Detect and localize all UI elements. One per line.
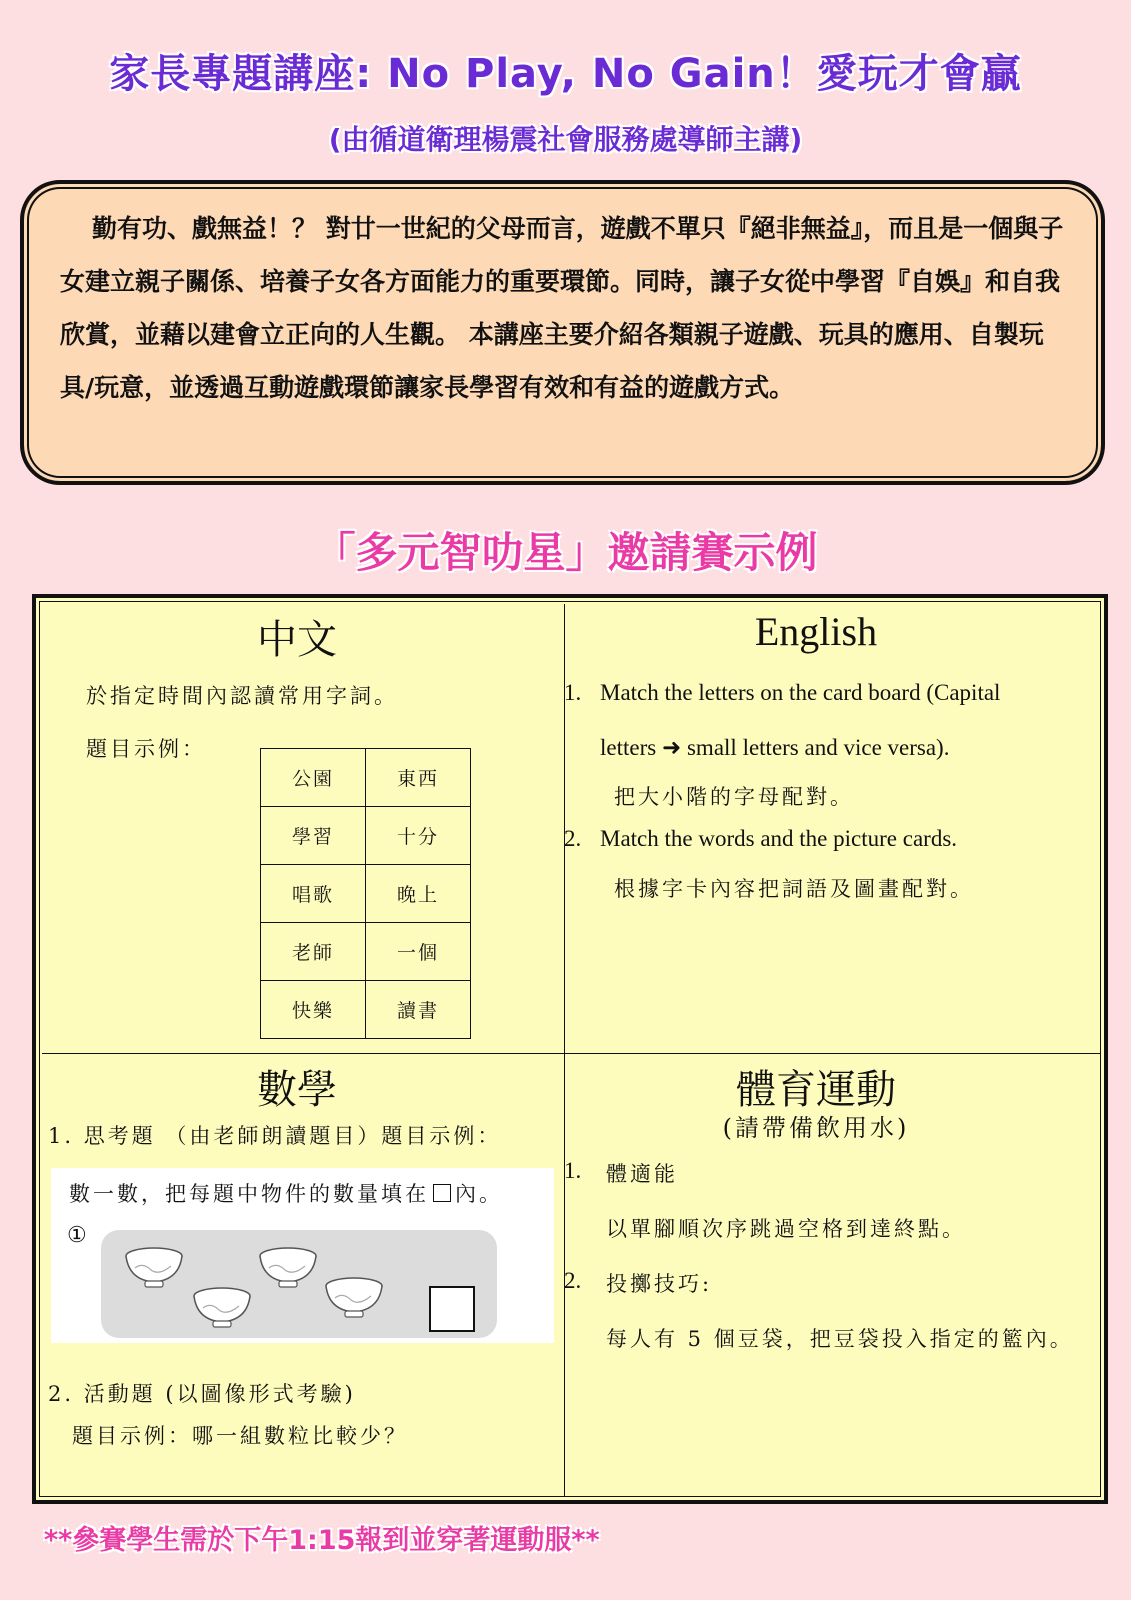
pe-item2-num: 2.	[564, 1268, 582, 1293]
english-item1-line2-end: small letters and vice versa).	[686, 735, 950, 760]
count-prompt-text: 數一數，把每題中物件的數量填在	[69, 1182, 429, 1206]
word-cell: 唱歌	[261, 865, 366, 923]
pe-note: (請帶備飲用水)	[722, 1114, 910, 1142]
section-title: 「多元智叻星」邀請賽示例	[313, 528, 818, 577]
word-cell: 一個	[366, 923, 471, 981]
math-item1: 1. 思考題 （由老師朗讀題目）題目示例：	[48, 1124, 502, 1148]
chinese-desc: 於指定時間內認讀常用字詞。	[86, 684, 398, 708]
word-cell: 晚上	[366, 865, 471, 923]
bowl-icon	[123, 1244, 185, 1292]
word-cell: 公園	[261, 749, 366, 807]
competition-grid	[32, 594, 1108, 1504]
table-row	[261, 865, 471, 923]
footer-note: **參賽學生需於下午1:15報到並穿著運動服**	[44, 1525, 600, 1556]
grid-divider-vertical	[564, 604, 565, 1496]
counting-question-panel	[51, 1168, 554, 1343]
table-row	[261, 923, 471, 981]
pe-item1-desc: 以單腳順次序跳過空格到達終點。	[606, 1217, 966, 1241]
english-item2-zh: 根據字卡內容把詞語及圖畫配對。	[614, 877, 974, 901]
table-row	[261, 807, 471, 865]
english-item2-line: Match the words and the picture cards.	[600, 826, 958, 851]
table-row	[261, 749, 471, 807]
pe-item2-title: 投擲技巧:	[606, 1272, 713, 1296]
bowl-icon	[257, 1244, 319, 1292]
grid-divider-horizontal	[42, 1053, 1100, 1054]
arrow-right-icon: ➜	[661, 735, 682, 760]
page-subtitle: (由循道衛理楊震社會服務處導師主講)	[328, 123, 803, 156]
pe-item2-desc: 每人有 5 個豆袋，把豆袋投入指定的籃內。	[606, 1327, 1074, 1351]
count-prompt-end: 內。	[455, 1182, 503, 1206]
english-item1-zh: 把大小階的字母配對。	[614, 785, 854, 809]
page-title: 家長專題講座: No Play, No Gain！愛玩才會贏	[109, 51, 1022, 97]
bowl-icon	[191, 1284, 253, 1332]
math-title: 數學	[257, 1067, 337, 1113]
pe-title: 體育運動	[736, 1067, 896, 1113]
english-item1-line1: Match the letters on the card board (Capital	[600, 680, 1001, 705]
answer-box	[429, 1286, 475, 1332]
box-icon	[433, 1184, 451, 1202]
table-row	[261, 981, 471, 1039]
intro-paragraph: 勤有功、戲無益！？ 對廿一世紀的父母而言，遊戲不單只『絕非無益』，而且是一個與子女建立親子關係、培養子女各方面能力的重要環節。同時，讓子女從中學習『自娛』和自我欣賞，並藉以建會立正向的人生觀。 本講座主要介紹各類親子遊戲、玩具的應用、自製玩具/玩意，並透過互動遊戲環節讓家長學習有效和有益的遊戲方式。	[60, 214, 1064, 402]
english-item1-line2-start: letters	[600, 735, 657, 760]
english-item2-num: 2.	[564, 826, 582, 851]
english-title: English	[754, 609, 878, 654]
bowl-icon	[323, 1274, 385, 1322]
word-cell: 快樂	[261, 981, 366, 1039]
english-item1-num: 1.	[564, 680, 582, 705]
chinese-title: 中文	[257, 617, 337, 663]
word-cell: 讀書	[366, 981, 471, 1039]
pe-item1-num: 1.	[564, 1158, 582, 1183]
pe-item1-title: 體適能	[606, 1162, 678, 1186]
chinese-example-label: 題目示例：	[86, 737, 206, 761]
math-item2-example: 題目示例：哪一組數粒比較少？	[72, 1424, 408, 1448]
math-item2: 2. 活動題 (以圖像形式考驗)	[48, 1382, 356, 1406]
word-cell: 東西	[366, 749, 471, 807]
word-cell: 十分	[366, 807, 471, 865]
question-number: ①	[67, 1223, 90, 1248]
word-cell: 老師	[261, 923, 366, 981]
english-item1-line2	[600, 735, 949, 761]
count-prompt	[69, 1178, 503, 1208]
word-cell: 學習	[261, 807, 366, 865]
intro-box	[20, 180, 1105, 485]
word-table	[260, 748, 471, 1039]
